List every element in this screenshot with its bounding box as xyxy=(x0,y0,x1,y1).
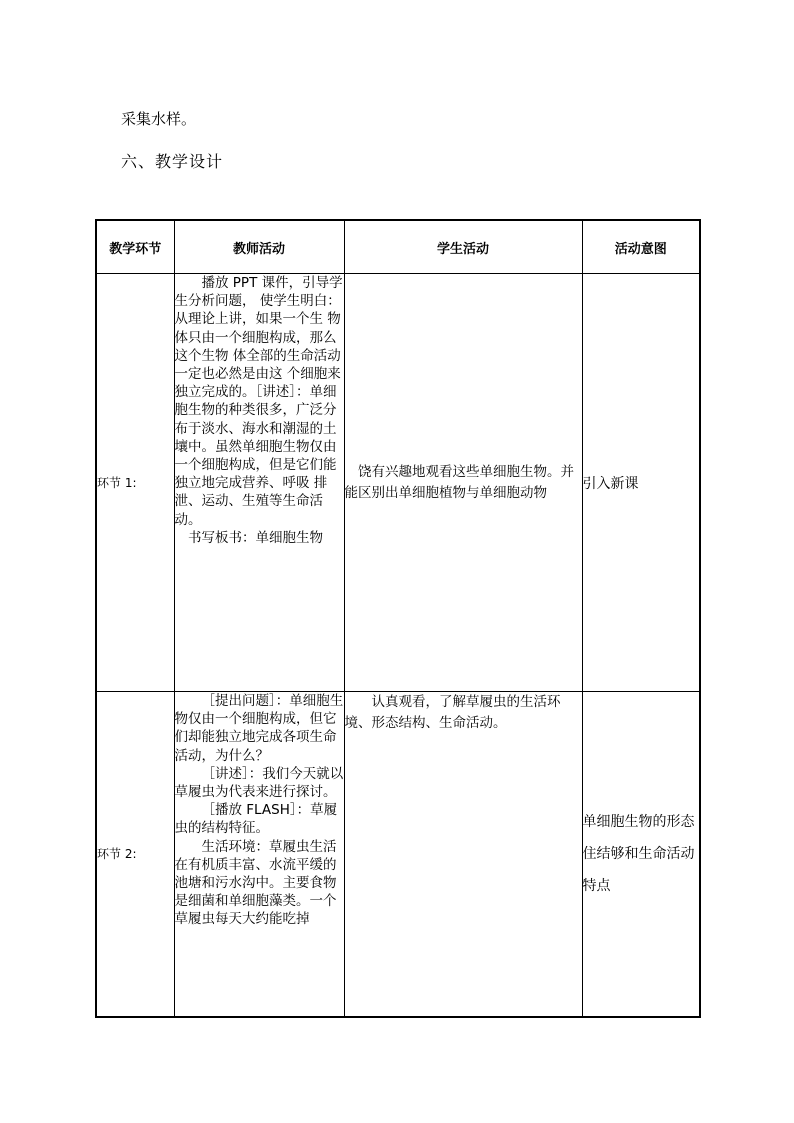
student-paragraph: 饶有兴趣地观看这些单细胞生物。并能区别出单细胞植物与单细胞动物 xyxy=(344,463,574,501)
teacher-paragraph: 书写板书：单细胞生物 xyxy=(188,529,323,546)
teacher-paragraph: ［播放 FLASH］：草履虫的结构特征。 xyxy=(174,802,338,837)
header-student-activity: 学生活动 xyxy=(344,220,582,274)
teacher-paragraph: 生活环境：草履虫生活在有机质丰富、水流平缓的池塘和污水沟中。主要食物是细菌和单细胞藻类。一个草履虫每天大约能吃掉 xyxy=(174,838,337,928)
intent-cell: 单细胞生物的形态住结够和生命活动特点 xyxy=(582,692,700,1017)
table-header-row xyxy=(96,220,700,274)
teacher-paragraph: ［提出问题］：单细胞生物仅由一个细胞构成，但它们却能独立地完成各项生命活动，为什么？ xyxy=(174,693,344,764)
teacher-activity-cell xyxy=(174,692,344,1017)
teacher-paragraph: ［讲述］：我们今天就以草履虫为代表来进行探讨。 xyxy=(174,765,344,801)
section-title: 六、教学设计 xyxy=(121,152,224,171)
intent-cell: 引入新课 xyxy=(582,274,700,692)
header-intent: 活动意图 xyxy=(582,220,700,274)
student-activity-cell xyxy=(344,274,582,692)
intro-line: 采集水样。 xyxy=(121,110,197,128)
header-teacher-activity: 教师活动 xyxy=(174,220,344,274)
teacher-paragraph: 播放 PPT 课件，引导学生分析问题， 使学生明白：从理论上讲，如果一个生 物体只由一个细胞构成，那么这个生物 体全部的生命活动一定也必然是由这 个细胞来独立完成的。［讲述］：单细胞生物的种类很多，广泛分布于淡水、海水和潮湿的土壤中。虽然单细胞生物仅由一个细胞构成，但是它们能独立地完成营养、呼吸 排泄、运动、生殖等生命活动。 xyxy=(174,275,343,528)
table-row xyxy=(96,274,700,692)
student-paragraph: 认真观看，了解草履虫的生活环境、形态结构、生命活动。 xyxy=(344,694,561,731)
stage-cell: 环节 1: xyxy=(96,274,174,692)
stage-cell: 环节 2: xyxy=(96,692,174,1017)
student-activity-cell xyxy=(344,692,582,1017)
table-row xyxy=(96,692,700,1017)
header-stage: 教学环节 xyxy=(96,220,174,274)
teacher-activity-cell xyxy=(174,274,344,692)
lesson-design-table xyxy=(95,219,701,1018)
